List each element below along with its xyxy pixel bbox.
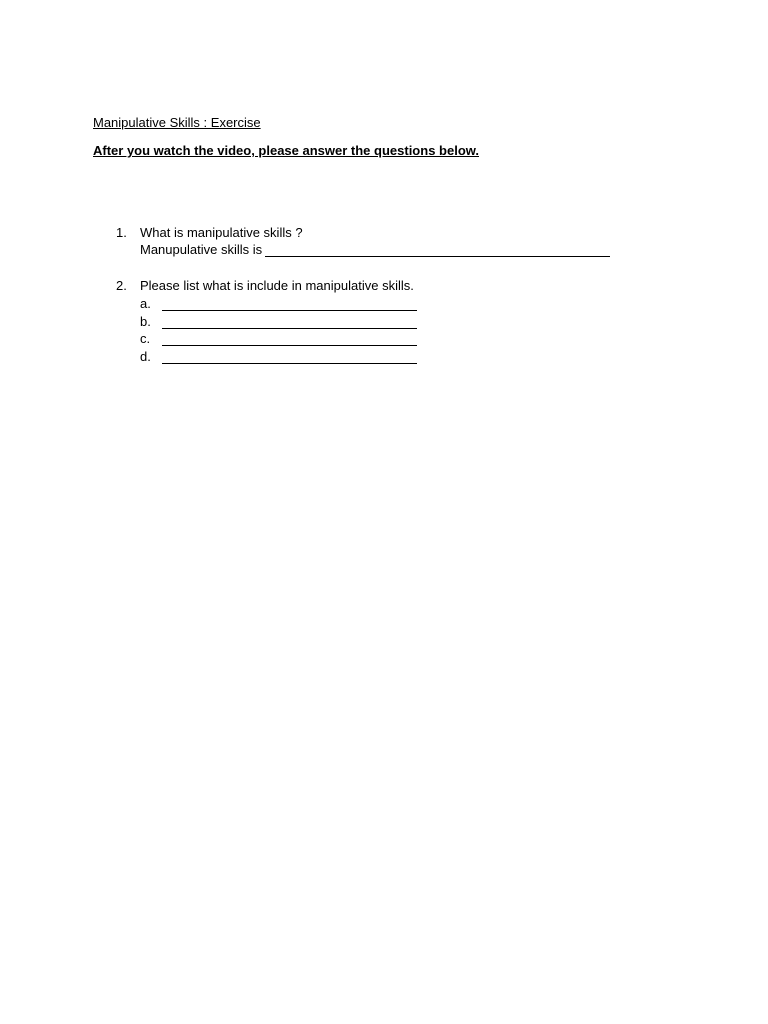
question-2-item-a-line[interactable] [162, 310, 417, 311]
question-2-item-d-line[interactable] [162, 363, 417, 364]
question-2-number: 2. [116, 278, 127, 293]
question-1-number: 1. [116, 225, 127, 240]
question-2-item-d-letter: d. [140, 349, 151, 364]
question-2-item-b-letter: b. [140, 314, 151, 329]
question-2-text: Please list what is include in manipulative skills. [140, 278, 414, 293]
question-1-answer-prompt: Manupulative skills is [140, 242, 263, 257]
question-2-item-c-letter: c. [140, 331, 151, 346]
instructions-text: After you watch the video, please answer the questions below. [93, 143, 479, 158]
question-1-text: What is manipulative skills ? [140, 225, 303, 240]
question-2-item-c-line[interactable] [162, 345, 417, 346]
question-1-answer-line[interactable] [265, 256, 610, 257]
question-2-item-a-letter: a. [140, 296, 151, 311]
question-2-item-b-line[interactable] [162, 328, 417, 329]
document-title: Manipulative Skills : Exercise [93, 115, 261, 130]
